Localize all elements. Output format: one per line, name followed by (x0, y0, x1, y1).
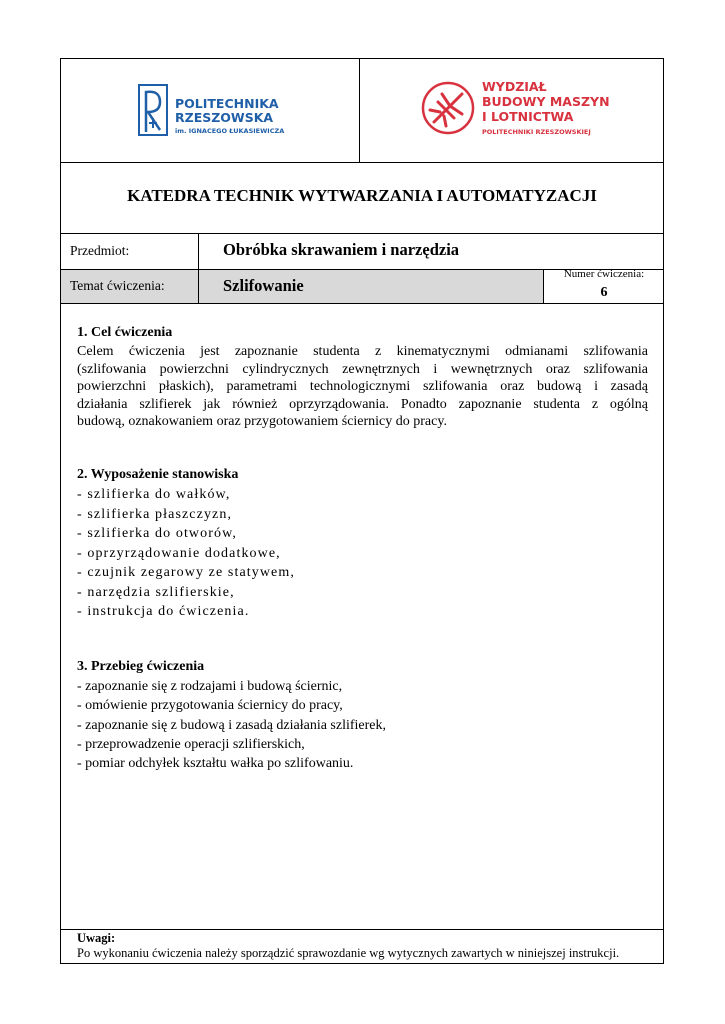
wydzial-name-line4: POLITECHNIKI RZESZOWSKIEJ (482, 128, 591, 136)
equipment-item: - oprzyrządowanie dodatkowe, (77, 545, 281, 561)
wydzial-logo-mark (420, 80, 476, 136)
politechnika-patron: im. IGNACEGO ŁUKASIEWICZA (175, 127, 285, 135)
exercise-number-label: Numer ćwiczenia: (563, 268, 645, 280)
procedure-item: - omówienie przygotowania ściernicy do pracy, (77, 698, 343, 714)
goal-section-title: 1. Cel ćwiczenia (77, 325, 173, 340)
goal-line: budową, oznakowaniem oraz przygotowaniem ściernicy do pracy. (77, 414, 447, 429)
politechnika-emblem-icon (138, 84, 168, 136)
politechnika-logo-mark (138, 84, 168, 136)
notes-rule (60, 929, 664, 930)
header-rule (60, 162, 664, 163)
topic-label: Temat ćwiczenia: (70, 278, 165, 293)
subject-label: Przedmiot: (70, 243, 130, 258)
equipment-section-title: 2. Wyposażenie stanowiska (77, 467, 239, 482)
equipment-item: - szlifierka do otworów, (77, 526, 238, 541)
politechnika-name-line2: RZESZOWSKA (175, 110, 274, 125)
topic-rule (60, 303, 664, 304)
subject-value: Obróbka skrawaniem i narzędzia (223, 240, 460, 259)
number-col-divider (543, 269, 544, 303)
equipment-item: - szlifierka płaszczyzn, (77, 506, 233, 522)
wydzial-name-line2: BUDOWY MASZYN (482, 94, 610, 109)
procedure-item: - pomiar odchyłek kształtu wałka po szlifowaniu. (77, 756, 354, 772)
goal-line: Celem ćwiczenia jest zapoznanie studenta z kinematycznymi odmianami szlifowania (77, 344, 648, 359)
equipment-item: - narzędzia szlifierskie, (77, 584, 235, 600)
equipment-item: - czujnik zegarowy ze statywem, (77, 565, 295, 580)
wydzial-name-line1: WYDZIAŁ (482, 79, 547, 94)
airplane-emblem-icon (420, 80, 476, 136)
exercise-number-value: 6 (600, 285, 608, 300)
logo-divider (359, 58, 360, 162)
equipment-list (77, 485, 295, 622)
label-col-divider (198, 233, 199, 303)
equipment-item: - szlifierka do wałków, (77, 487, 231, 502)
goal-line: (szlifowania powierzchni cylindrycznych zewnętrznych i wewnętrznych oraz szlifowania (77, 361, 648, 377)
procedure-item: - zapoznanie się z rodzajami i budową ściernic, (77, 679, 343, 694)
department-title: KATEDRA TECHNIK WYTWARZANIA I AUTOMATYZACJI (127, 186, 597, 205)
procedure-item: - przeprowadzenie operacji szlifierskich, (77, 736, 305, 752)
goal-line: działania szlifierek jak również oprzyrządowania. Ponadto zapoznanie studenta z ogólną (77, 396, 648, 412)
dept-rule (60, 233, 664, 234)
goal-line: powierzchni płaskich), parametrami technologicznymi szlifowania oraz budową i zasadą (77, 379, 648, 394)
procedure-list (77, 677, 386, 773)
goal-section-body (77, 343, 648, 431)
wydzial-name-line3: I LOTNICTWA (482, 109, 574, 124)
procedure-section-title: 3. Przebieg ćwiczenia (77, 659, 205, 674)
politechnika-name-line1: POLITECHNIKA (175, 96, 279, 111)
procedure-item: - zapoznanie się z budową i zasadą działania szlifierek, (77, 717, 387, 733)
equipment-item: - instrukcja do ćwiczenia. (77, 604, 250, 619)
notes-text: Po wykonaniu ćwiczenia należy sporządzić sprawozdanie wg wytycznych zawartych w niniejszej instrukcji. (77, 946, 620, 960)
topic-value: Szlifowanie (223, 276, 304, 295)
notes-title: Uwagi: (77, 931, 116, 945)
